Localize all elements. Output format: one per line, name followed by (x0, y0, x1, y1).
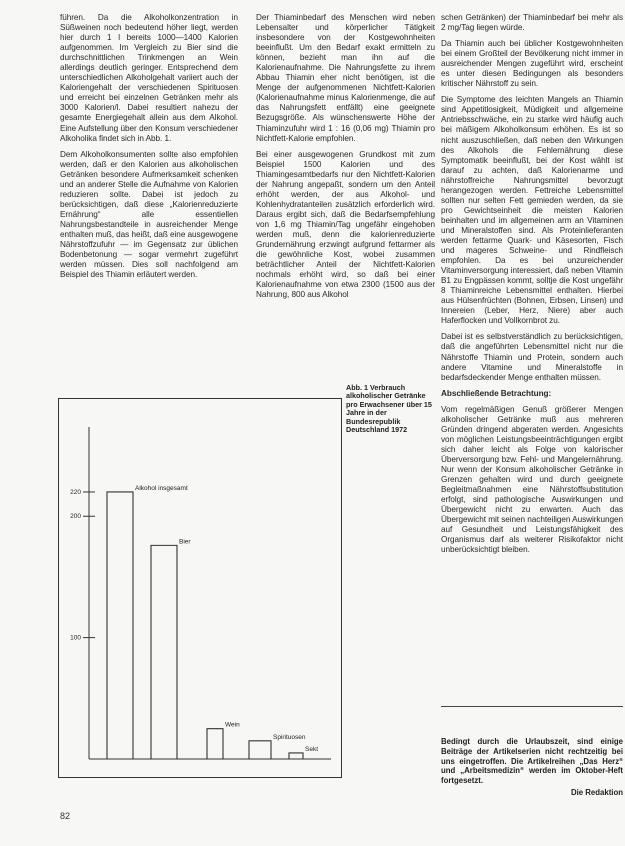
figure-caption: Abb. 1 Verbrauch alkoholischer Getränke pro Erwachsener über 15 Jahre in der Bundesrepublik Deutschland 1972 (346, 383, 432, 435)
section-heading: Abschließende Betrachtung: (441, 388, 552, 398)
y-tick-label: 220 (70, 488, 81, 496)
paragraph: Der Thiaminbedarf des Menschen wird neben Lebensalter und körperlicher Tätigkeit insbesondere von der Kostgewohnheiten beeinflußt. Um den Bedarf exakt ermitteln zu können, bezieht man ihn auf die Kalorienaufnahme. Die Nahrungsfette zu ihrem Abbau Thiamin eher nicht benötigen, ist die Menge der aufgenommenen Nichtfett-Kalorien (Kalorienaufnahme minus Kalorienmenge, die auf das Nahrungsfett entfällt) eine geeignete Bezugsgröße. Als wünschenswerte Höhe der Thiaminzufuhr wird 1 : 16 (0,06 mg) Thiamin pro Nichtfett-Kalorie empfohlen. (256, 13, 435, 143)
editorial-signature: Die Redaktion (571, 788, 623, 797)
paragraph: Da Thiamin auch bei üblicher Kostgewohnheiten bei einem Großteil der Bevölkerung nicht immer in ausreichender Mengen zugeführt wird, erscheint es unter diesen Bedingungen als besonders kritischer Nährstoff zu sein. (441, 39, 623, 89)
bar (249, 741, 271, 759)
paragraph: schen Getränken) der Thiaminbedarf bei mehr als 2 mg/Tag liegen würde. (441, 13, 623, 33)
paragraph: führen. Da die Alkoholkonzentration in Süßweinen noch bedeutend höher liegt, werden hier durch 1 l bereits 1000—1400 Kalorien aufgenommen. Im Vergleich zu Bier sind die durchschnittlichen Trinkmengen an Wein allerdings deutlich geringer. Entsprechend dem unterschiedlichen Alkoholgehalt variiert auch der Kaloriengehalt der verschiedenen Spirituosen und erreicht bei einzelnen Getränken mehr als 3000 Kalorien/l. Dabei resultiert nahezu der gesamte Energiegehalt allein aus dem Alkohol. Eine Aufstellung über den Konsum verschiedener Alkoholika findet sich in Abb. 1. (60, 13, 238, 143)
editorial-note: Bedingt durch die Urlaubszeit, sind einige Beiträge der Artikelserien nicht rechtzeitig bei uns eingetroffen. Die Artikelreihen „Das Herz“ und „Arbeitsmedizin“ werden im Oktober-Heft fortgesetzt. (441, 737, 623, 786)
y-tick-label: 200 (70, 513, 81, 521)
paragraph: Vom regelmäßigen Genuß größerer Mengen alkoholischer Getränke muß aus mehreren Gründen dringend abgeraten werden. Angesichts von möglichen Leistungsbeeinträchtigungen ergibt sich daher leicht als Folge von kalorischer Überversorgung bzw. Fehl- und Mangelernährung. Nur wenn der Konsum alkoholischer Getränke in Grenzen gehalten wird und durch geeignete Begleitmaßnahmen eine Nährstoffsubstitution erfolgt, sind pathologische Auswirkungen und Übergewicht nicht zu erwarten. Auch das Übergewicht mit seinen nachteiligen Auswirkungen auf Gesundheit und Leistungsfähigkeit des Organismus darf als weiterer Risikofaktor nicht unberücksichtigt bleiben. (441, 404, 623, 555)
chart-canvas (59, 399, 341, 777)
bar (289, 753, 303, 759)
text-column-1 (60, 13, 238, 286)
text-column-2 (256, 13, 435, 306)
paragraph: Dem Alkoholkonsumenten sollte also empfohlen werden, daß er den Kalorien aus alkoholischen Getränken besondere Aufmerksamkeit schenken und an anderer Stelle die Aufnahme von Kalorien reduzieren sollte. Dabei ist jedoch zu berücksichtigen, daß diese „Kalorienreduzierte Ernährung“ alle essentiellen Nahrungsbestandteile in ausreichender Menge enthalten muß, das heißt, daß eine ausgewogene Nährstoffzufuhr — im Gegensatz zur üblichen Bodenbetonung — sogar vermehrt zugeführt werden müssen. Dies soll nachfolgend am Beispiel des Thiamin erläutert werden. (60, 149, 238, 280)
text-column-3 (441, 13, 623, 561)
bar-label: Bier (179, 538, 191, 546)
page-number: 82 (60, 811, 71, 821)
bar-label: Alkohol insgesamt (135, 484, 188, 492)
paragraph: Bei einer ausgewogenen Grundkost mit zum Beispiel 1500 Kalorien und des Thiamingesamtbedarfs nur den Nichtfett-Kalorien der Nahrung angepaßt, sondern um den Anteil erhöht werden, der aus Alkohol- und Kohlenhydratanteilen zusätzlich erforderlich wird. Daraus ergibt sich, daß die Bedarfsempfehlung von 1,6 mg Thiamin/Tag ungefähr eingehoben werden muß, denn die kalorienreduzierte Grundernährung erzwingt aufgrund fettarmer als die gewöhnliche Kost, wobei zusammen beträchtlicher Anteil der Nichtfett-Kalorien nochmals erhöht wird, so daß bei einer Kalorienaufnahme von etwa 2300 (1500 aus der Nahrung, 800 aus Alkohol (256, 149, 435, 300)
divider (441, 706, 623, 707)
bar-label: Spirituosen (273, 733, 306, 741)
y-tick-label: 100 (70, 634, 81, 642)
bar-label: Sekt (305, 745, 319, 753)
bar-chart (58, 398, 342, 778)
bar-label: Wein (225, 721, 240, 729)
bar (151, 545, 177, 759)
bar (207, 729, 223, 759)
paragraph: Die Symptome des leichten Mangels an Thiamin sind Appetitlosigkeit, Müdigkeit und allgemeine Antriebsschwäche, ein zu starke wird häufig auch bei mäßigem Alkoholkonsum erhöhen. Es ist so nicht auszuschließen, daß neben den Wirkungen des Alkohols die Fehlernährung diese Symptomatik beeinflußt, bei der Kost wählt ist darauf zu achten, daß Kalorienarme und nährstoffreiche Nahrungsmittel bevorzugt herangezogen werden. Fettreiche Lebensmittel sollten nur selten Fett gemieden werden, da sie pro Gewichtseinheit die meisten Kalorien beinhalten und im allgemeinen arm an Vitaminen und Mineralstoffen sind. Als Proteinlieferanten werden fettarme Quark- und Käsesorten, Fisch und mageres Schweine- und Rindfleisch empfohlen. Da es bei unzureichender Vitaminversorgung interessiert, daß neben Vitamin B1 zu Engpässen kommt, solltje die Kost ungefähr 8 Thiaminreiche Lebensmittel enthalten. Hierbei aus Hülsenfrüchten (Bohnen, Erbsen, Linsen) und Innereien (Leber, Herz, Niere) aber auch Haferflocken und Vollkornbrot zu. (441, 95, 623, 326)
bar (107, 492, 133, 759)
paragraph: Dabei ist es selbstverständlich zu berücksichtigen, daß die angeführten Lebensmittel nicht nur die Nährstoffe Thiamin und Protein, sondern auch andere Vitamine und Mineralstoffe in bedarfsdeckender Menge enthalten müssen. (441, 332, 623, 382)
